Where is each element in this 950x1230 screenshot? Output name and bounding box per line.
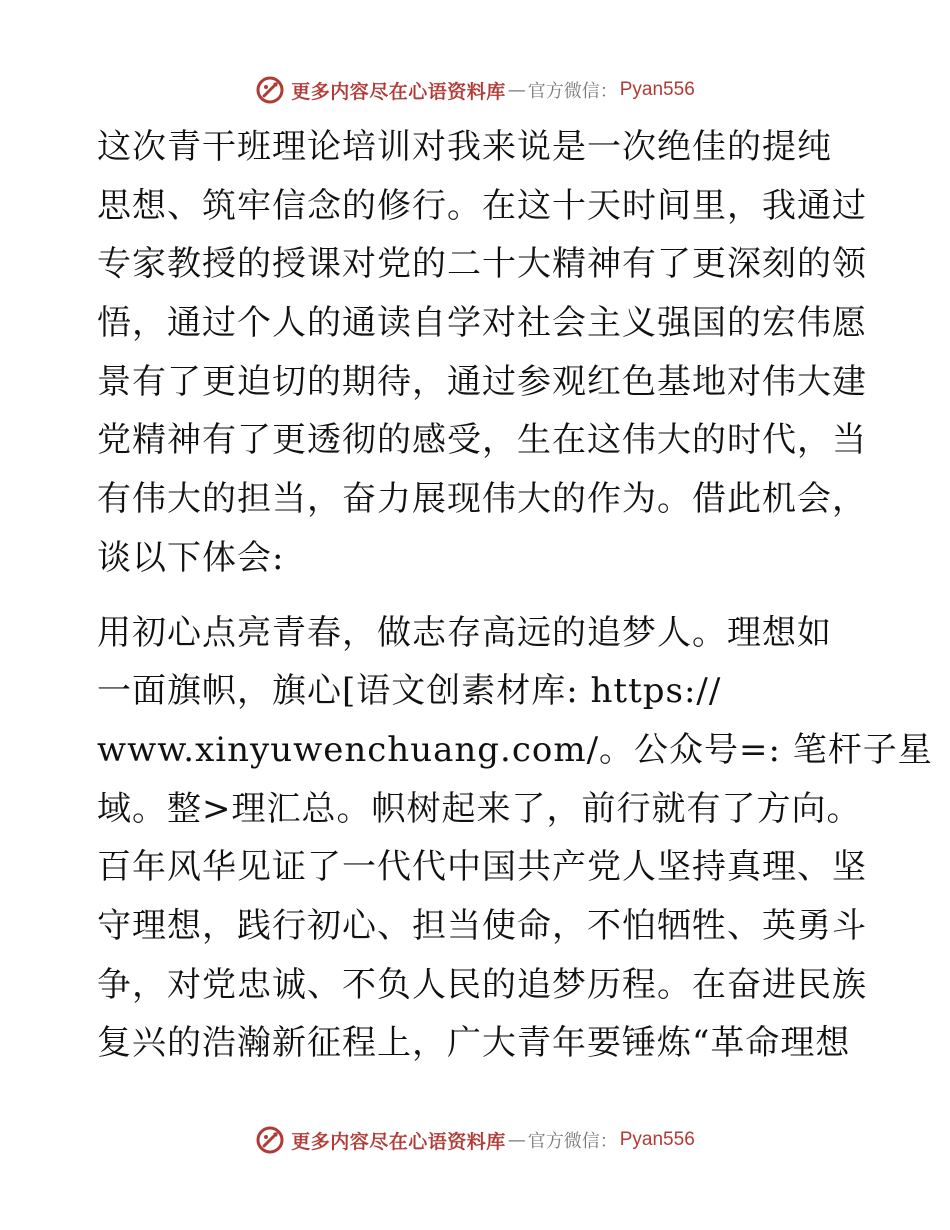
- header-banner: [0, 72, 950, 108]
- text-line: 悟，通过个人的通读自学对社会主义强国的宏伟愿: [97, 303, 867, 344]
- document-body: [97, 118, 933, 1073]
- text-line: 争，对党忠诚、不负人民的追梦历程。在奋进民族: [97, 964, 867, 1005]
- banner-wechat-label: 官方微信：: [527, 81, 618, 102]
- banner-wechat-id: Pyan556: [619, 1129, 695, 1150]
- text-line: 景有了更迫切的期待，通过参观红色基地对伟大建: [97, 361, 867, 402]
- logo-icon: [255, 75, 285, 105]
- paragraph-2: [97, 604, 933, 1074]
- paragraph-spacer: [97, 588, 857, 604]
- banner-wechat-id: Pyan556: [619, 79, 695, 100]
- banner-separator: —: [507, 79, 526, 101]
- banner-main-text: 更多内容尽在心语资料库: [291, 80, 506, 103]
- banner-separator: —: [507, 1129, 526, 1151]
- banner-wechat-label: 官方微信：: [527, 1131, 618, 1152]
- text-line: 复兴的浩瀚新征程上，广大青年要锤炼“革命理想: [97, 1023, 851, 1064]
- text-line: 有伟大的担当，奋力展现伟大的作为。借此机会，: [97, 479, 867, 520]
- text-line: 专家教授的授课对党的二十大精神有了更深刻的领: [97, 244, 867, 285]
- text-line: 域。整>理汇总。帜树起来了，前行就有了方向。: [97, 788, 862, 829]
- footer-banner: [0, 1122, 950, 1158]
- paragraph-1: [97, 118, 867, 588]
- text-line: 守理想，践行初心、担当使命，不怕牺牲、英勇斗: [97, 905, 867, 946]
- text-line: 用初心点亮青春，做志存高远的追梦人。理想如: [97, 612, 832, 653]
- text-line: 百年风华见证了一代代中国共产党人坚持真理、坚: [97, 847, 867, 888]
- logo-icon: [255, 1125, 285, 1155]
- text-line: 谈以下体会:: [97, 537, 285, 578]
- text-line: www.xinyuwenchuang.com/。公众号=: 笔杆子星: [97, 729, 933, 770]
- banner-main-text: 更多内容尽在心语资料库: [291, 1130, 506, 1153]
- text-line: 党精神有了更透彻的感受，生在这伟大的时代，当: [97, 420, 867, 461]
- text-line: 一面旗帜，旗心[语文创素材库: https://: [97, 671, 722, 712]
- text-line: 这次青干班理论培训对我来说是一次绝佳的提纯: [97, 127, 832, 167]
- text-line: 思想、筑牢信念的修行。在这十天时间里，我通过: [97, 185, 867, 226]
